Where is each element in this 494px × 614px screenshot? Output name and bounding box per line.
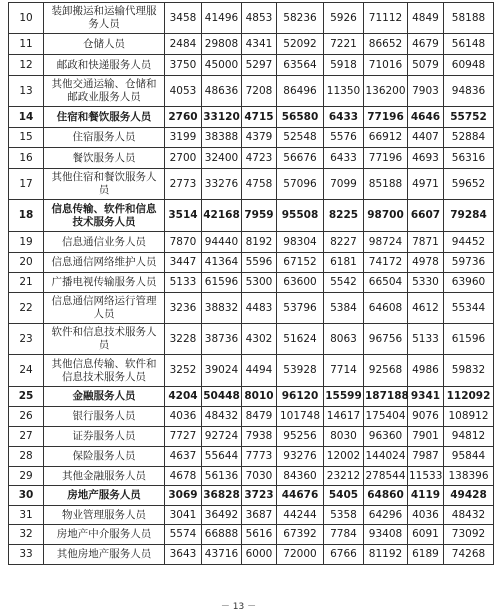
value-cell-4: 44676 <box>277 486 324 506</box>
value-cell-6: 96756 <box>364 324 408 355</box>
occupation-name-cell: 证券服务人员 <box>44 427 165 447</box>
value-cell-8: 94812 <box>444 427 494 447</box>
value-cell-2: 33276 <box>202 169 242 200</box>
value-cell-3: 3687 <box>242 506 277 525</box>
value-cell-3: 4723 <box>242 148 277 169</box>
value-cell-1: 3199 <box>165 128 202 148</box>
value-cell-8: 56148 <box>444 34 494 55</box>
value-cell-3: 4379 <box>242 128 277 148</box>
row-number-cell: 20 <box>9 253 44 273</box>
occupation-name-cell: 银行服务人员 <box>44 407 165 427</box>
value-cell-4: 95508 <box>277 200 324 232</box>
row-number-cell: 27 <box>9 427 44 447</box>
row-number-cell: 28 <box>9 447 44 467</box>
value-cell-1: 4204 <box>165 387 202 407</box>
occupation-name-cell: 其他交通运输、仓储和邮政业服务人员 <box>44 76 165 107</box>
value-cell-4: 95256 <box>277 427 324 447</box>
value-cell-1: 3514 <box>165 200 202 232</box>
value-cell-4: 51624 <box>277 324 324 355</box>
value-cell-4: 58236 <box>277 3 324 34</box>
value-cell-6: 77196 <box>364 148 408 169</box>
value-cell-7: 5079 <box>408 55 444 76</box>
value-cell-1: 3228 <box>165 324 202 355</box>
value-cell-1: 3447 <box>165 253 202 273</box>
value-cell-6: 85188 <box>364 169 408 200</box>
value-cell-4: 52092 <box>277 34 324 55</box>
value-cell-5: 8063 <box>324 324 364 355</box>
value-cell-1: 4053 <box>165 76 202 107</box>
table-row <box>9 293 494 324</box>
table-row <box>9 467 494 486</box>
value-cell-6: 71016 <box>364 55 408 76</box>
value-cell-3: 5596 <box>242 253 277 273</box>
value-cell-7: 5133 <box>408 324 444 355</box>
value-cell-5: 6181 <box>324 253 364 273</box>
page-number: － 13 － <box>220 602 257 612</box>
value-cell-2: 43716 <box>202 545 242 565</box>
value-cell-8: 61596 <box>444 324 494 355</box>
row-number-cell: 19 <box>9 232 44 253</box>
occupation-name-cell: 信息通信业务人员 <box>44 232 165 253</box>
value-cell-6: 187188 <box>364 387 408 407</box>
occupation-name-cell: 其他住宿和餐饮服务人员 <box>44 169 165 200</box>
row-number-cell: 30 <box>9 486 44 506</box>
value-cell-4: 44244 <box>277 506 324 525</box>
row-number-cell: 12 <box>9 55 44 76</box>
value-cell-4: 84360 <box>277 467 324 486</box>
value-cell-6: 144024 <box>364 447 408 467</box>
value-cell-3: 7773 <box>242 447 277 467</box>
occupation-name-cell: 房地产服务人员 <box>44 486 165 506</box>
occupation-name-cell: 装卸搬运和运输代理服务人员 <box>44 3 165 34</box>
value-cell-5: 14617 <box>324 407 364 427</box>
value-cell-3: 5300 <box>242 273 277 293</box>
value-cell-8: 94836 <box>444 76 494 107</box>
value-cell-7: 6091 <box>408 525 444 545</box>
table-row <box>9 128 494 148</box>
value-cell-1: 2760 <box>165 107 202 128</box>
value-cell-1: 4036 <box>165 407 202 427</box>
value-cell-6: 74172 <box>364 253 408 273</box>
value-cell-1: 3458 <box>165 3 202 34</box>
value-cell-5: 5918 <box>324 55 364 76</box>
value-cell-7: 4986 <box>408 355 444 387</box>
value-cell-2: 45000 <box>202 55 242 76</box>
value-cell-8: 138396 <box>444 467 494 486</box>
value-cell-7: 4978 <box>408 253 444 273</box>
row-number-cell: 24 <box>9 355 44 387</box>
table-row <box>9 447 494 467</box>
value-cell-1: 7870 <box>165 232 202 253</box>
value-cell-5: 8030 <box>324 427 364 447</box>
table-row <box>9 545 494 565</box>
value-cell-3: 5616 <box>242 525 277 545</box>
table-row <box>9 34 494 55</box>
value-cell-7: 4646 <box>408 107 444 128</box>
value-cell-3: 4715 <box>242 107 277 128</box>
value-cell-5: 5405 <box>324 486 364 506</box>
occupation-name-cell: 房地产中介服务人员 <box>44 525 165 545</box>
value-cell-5: 5358 <box>324 506 364 525</box>
table-row <box>9 148 494 169</box>
value-cell-7: 9341 <box>408 387 444 407</box>
value-cell-2: 38832 <box>202 293 242 324</box>
table-row <box>9 169 494 200</box>
value-cell-8: 59652 <box>444 169 494 200</box>
row-number-cell: 16 <box>9 148 44 169</box>
value-cell-2: 29808 <box>202 34 242 55</box>
value-cell-5: 7714 <box>324 355 364 387</box>
value-cell-2: 48432 <box>202 407 242 427</box>
value-cell-4: 56580 <box>277 107 324 128</box>
value-cell-2: 39024 <box>202 355 242 387</box>
value-cell-8: 59736 <box>444 253 494 273</box>
value-cell-2: 38388 <box>202 128 242 148</box>
occupation-name-cell: 仓储人员 <box>44 34 165 55</box>
table-row <box>9 55 494 76</box>
table-row <box>9 3 494 34</box>
value-cell-8: 112092 <box>444 387 494 407</box>
value-cell-7: 4849 <box>408 3 444 34</box>
table-row <box>9 273 494 293</box>
value-cell-2: 92724 <box>202 427 242 447</box>
value-cell-3: 8192 <box>242 232 277 253</box>
value-cell-5: 23212 <box>324 467 364 486</box>
value-cell-5: 7784 <box>324 525 364 545</box>
value-cell-7: 4679 <box>408 34 444 55</box>
value-cell-8: 95844 <box>444 447 494 467</box>
value-cell-8: 55752 <box>444 107 494 128</box>
value-cell-1: 3643 <box>165 545 202 565</box>
row-number-cell: 13 <box>9 76 44 107</box>
value-cell-7: 7903 <box>408 76 444 107</box>
row-number-cell: 10 <box>9 3 44 34</box>
row-number-cell: 31 <box>9 506 44 525</box>
row-number-cell: 18 <box>9 200 44 232</box>
value-cell-5: 6433 <box>324 148 364 169</box>
value-cell-2: 41364 <box>202 253 242 273</box>
value-cell-5: 7099 <box>324 169 364 200</box>
row-number-cell: 15 <box>9 128 44 148</box>
value-cell-7: 7871 <box>408 232 444 253</box>
value-cell-4: 96120 <box>277 387 324 407</box>
wage-table-body <box>9 3 494 565</box>
value-cell-6: 77196 <box>364 107 408 128</box>
value-cell-4: 53796 <box>277 293 324 324</box>
value-cell-1: 5574 <box>165 525 202 545</box>
value-cell-7: 7901 <box>408 427 444 447</box>
value-cell-8: 60948 <box>444 55 494 76</box>
value-cell-3: 3723 <box>242 486 277 506</box>
value-cell-6: 136200 <box>364 76 408 107</box>
value-cell-5: 5542 <box>324 273 364 293</box>
value-cell-5: 7221 <box>324 34 364 55</box>
value-cell-5: 8225 <box>324 200 364 232</box>
value-cell-1: 7727 <box>165 427 202 447</box>
value-cell-4: 53928 <box>277 355 324 387</box>
value-cell-6: 66912 <box>364 128 408 148</box>
value-cell-5: 12002 <box>324 447 364 467</box>
value-cell-7: 7987 <box>408 447 444 467</box>
occupation-name-cell: 金融服务人员 <box>44 387 165 407</box>
value-cell-3: 7030 <box>242 467 277 486</box>
occupation-name-cell: 其他信息传输、软件和信息技术服务人员 <box>44 355 165 387</box>
value-cell-8: 56316 <box>444 148 494 169</box>
value-cell-4: 52548 <box>277 128 324 148</box>
value-cell-7: 11533 <box>408 467 444 486</box>
value-cell-2: 33120 <box>202 107 242 128</box>
table-row <box>9 324 494 355</box>
occupation-name-cell: 其他房地产服务人员 <box>44 545 165 565</box>
value-cell-7: 4119 <box>408 486 444 506</box>
value-cell-4: 67152 <box>277 253 324 273</box>
value-cell-6: 96360 <box>364 427 408 447</box>
value-cell-3: 4341 <box>242 34 277 55</box>
value-cell-7: 4971 <box>408 169 444 200</box>
value-cell-8: 94452 <box>444 232 494 253</box>
value-cell-6: 64860 <box>364 486 408 506</box>
value-cell-1: 4678 <box>165 467 202 486</box>
table-row <box>9 506 494 525</box>
value-cell-6: 175404 <box>364 407 408 427</box>
value-cell-8: 55344 <box>444 293 494 324</box>
row-number-cell: 17 <box>9 169 44 200</box>
value-cell-5: 15599 <box>324 387 364 407</box>
value-cell-2: 41496 <box>202 3 242 34</box>
value-cell-1: 2773 <box>165 169 202 200</box>
row-number-cell: 26 <box>9 407 44 427</box>
occupation-name-cell: 住宿和餐饮服务人员 <box>44 107 165 128</box>
value-cell-4: 63564 <box>277 55 324 76</box>
value-cell-4: 101748 <box>277 407 324 427</box>
value-cell-6: 93408 <box>364 525 408 545</box>
value-cell-2: 38736 <box>202 324 242 355</box>
value-cell-6: 81192 <box>364 545 408 565</box>
value-cell-7: 4612 <box>408 293 444 324</box>
value-cell-1: 3236 <box>165 293 202 324</box>
value-cell-1: 3041 <box>165 506 202 525</box>
value-cell-5: 5576 <box>324 128 364 148</box>
value-cell-6: 98724 <box>364 232 408 253</box>
value-cell-8: 79284 <box>444 200 494 232</box>
value-cell-8: 63960 <box>444 273 494 293</box>
value-cell-2: 36492 <box>202 506 242 525</box>
table-row <box>9 387 494 407</box>
value-cell-4: 57096 <box>277 169 324 200</box>
value-cell-6: 64608 <box>364 293 408 324</box>
value-cell-4: 98304 <box>277 232 324 253</box>
table-row <box>9 232 494 253</box>
row-number-cell: 25 <box>9 387 44 407</box>
value-cell-7: 6607 <box>408 200 444 232</box>
value-cell-8: 48432 <box>444 506 494 525</box>
occupation-name-cell: 信息传输、软件和信息技术服务人员 <box>44 200 165 232</box>
wage-table <box>8 2 494 565</box>
value-cell-8: 74268 <box>444 545 494 565</box>
value-cell-3: 5297 <box>242 55 277 76</box>
table-row <box>9 107 494 128</box>
value-cell-7: 6189 <box>408 545 444 565</box>
value-cell-3: 4853 <box>242 3 277 34</box>
value-cell-5: 8227 <box>324 232 364 253</box>
value-cell-1: 3252 <box>165 355 202 387</box>
value-cell-4: 67392 <box>277 525 324 545</box>
value-cell-2: 48636 <box>202 76 242 107</box>
value-cell-2: 56136 <box>202 467 242 486</box>
value-cell-6: 98700 <box>364 200 408 232</box>
value-cell-3: 4494 <box>242 355 277 387</box>
value-cell-2: 50448 <box>202 387 242 407</box>
value-cell-8: 58188 <box>444 3 494 34</box>
value-cell-6: 64296 <box>364 506 408 525</box>
value-cell-5: 6433 <box>324 107 364 128</box>
occupation-name-cell: 信息通信网络维护人员 <box>44 253 165 273</box>
value-cell-2: 42168 <box>202 200 242 232</box>
value-cell-2: 66888 <box>202 525 242 545</box>
value-cell-3: 4302 <box>242 324 277 355</box>
value-cell-3: 7959 <box>242 200 277 232</box>
value-cell-5: 6766 <box>324 545 364 565</box>
value-cell-3: 8010 <box>242 387 277 407</box>
value-cell-7: 9076 <box>408 407 444 427</box>
occupation-name-cell: 餐饮服务人员 <box>44 148 165 169</box>
value-cell-3: 4483 <box>242 293 277 324</box>
value-cell-3: 7208 <box>242 76 277 107</box>
value-cell-1: 2484 <box>165 34 202 55</box>
table-row <box>9 76 494 107</box>
value-cell-3: 8479 <box>242 407 277 427</box>
value-cell-2: 32400 <box>202 148 242 169</box>
value-cell-4: 86496 <box>277 76 324 107</box>
value-cell-2: 55644 <box>202 447 242 467</box>
occupation-name-cell: 广播电视传输服务人员 <box>44 273 165 293</box>
row-number-cell: 32 <box>9 525 44 545</box>
table-row <box>9 407 494 427</box>
value-cell-2: 61596 <box>202 273 242 293</box>
value-cell-1: 2700 <box>165 148 202 169</box>
value-cell-8: 108912 <box>444 407 494 427</box>
row-number-cell: 21 <box>9 273 44 293</box>
value-cell-4: 63600 <box>277 273 324 293</box>
value-cell-5: 11350 <box>324 76 364 107</box>
table-row <box>9 200 494 232</box>
row-number-cell: 11 <box>9 34 44 55</box>
value-cell-8: 52884 <box>444 128 494 148</box>
row-number-cell: 23 <box>9 324 44 355</box>
value-cell-7: 4693 <box>408 148 444 169</box>
value-cell-4: 93276 <box>277 447 324 467</box>
value-cell-5: 5926 <box>324 3 364 34</box>
value-cell-5: 5384 <box>324 293 364 324</box>
occupation-name-cell: 邮政和快递服务人员 <box>44 55 165 76</box>
value-cell-3: 7938 <box>242 427 277 447</box>
occupation-name-cell: 软件和信息技术服务人员 <box>44 324 165 355</box>
value-cell-6: 92568 <box>364 355 408 387</box>
value-cell-3: 4758 <box>242 169 277 200</box>
value-cell-2: 94440 <box>202 232 242 253</box>
value-cell-6: 66504 <box>364 273 408 293</box>
occupation-name-cell: 其他金融服务人员 <box>44 467 165 486</box>
value-cell-6: 71112 <box>364 3 408 34</box>
row-number-cell: 14 <box>9 107 44 128</box>
value-cell-8: 59832 <box>444 355 494 387</box>
value-cell-6: 86652 <box>364 34 408 55</box>
row-number-cell: 33 <box>9 545 44 565</box>
value-cell-7: 4036 <box>408 506 444 525</box>
value-cell-1: 4637 <box>165 447 202 467</box>
value-cell-1: 5133 <box>165 273 202 293</box>
value-cell-2: 36828 <box>202 486 242 506</box>
table-row <box>9 486 494 506</box>
value-cell-1: 3069 <box>165 486 202 506</box>
row-number-cell: 22 <box>9 293 44 324</box>
value-cell-7: 5330 <box>408 273 444 293</box>
row-number-cell: 29 <box>9 467 44 486</box>
value-cell-8: 49428 <box>444 486 494 506</box>
value-cell-1: 3750 <box>165 55 202 76</box>
value-cell-3: 6000 <box>242 545 277 565</box>
table-row <box>9 253 494 273</box>
value-cell-7: 4407 <box>408 128 444 148</box>
value-cell-4: 72000 <box>277 545 324 565</box>
occupation-name-cell: 保险服务人员 <box>44 447 165 467</box>
occupation-name-cell: 信息通信网络运行管理人员 <box>44 293 165 324</box>
occupation-name-cell: 住宿服务人员 <box>44 128 165 148</box>
occupation-name-cell: 物业管理服务人员 <box>44 506 165 525</box>
value-cell-4: 56676 <box>277 148 324 169</box>
value-cell-6: 278544 <box>364 467 408 486</box>
table-row <box>9 427 494 447</box>
table-row <box>9 525 494 545</box>
value-cell-8: 73092 <box>444 525 494 545</box>
table-row <box>9 355 494 387</box>
